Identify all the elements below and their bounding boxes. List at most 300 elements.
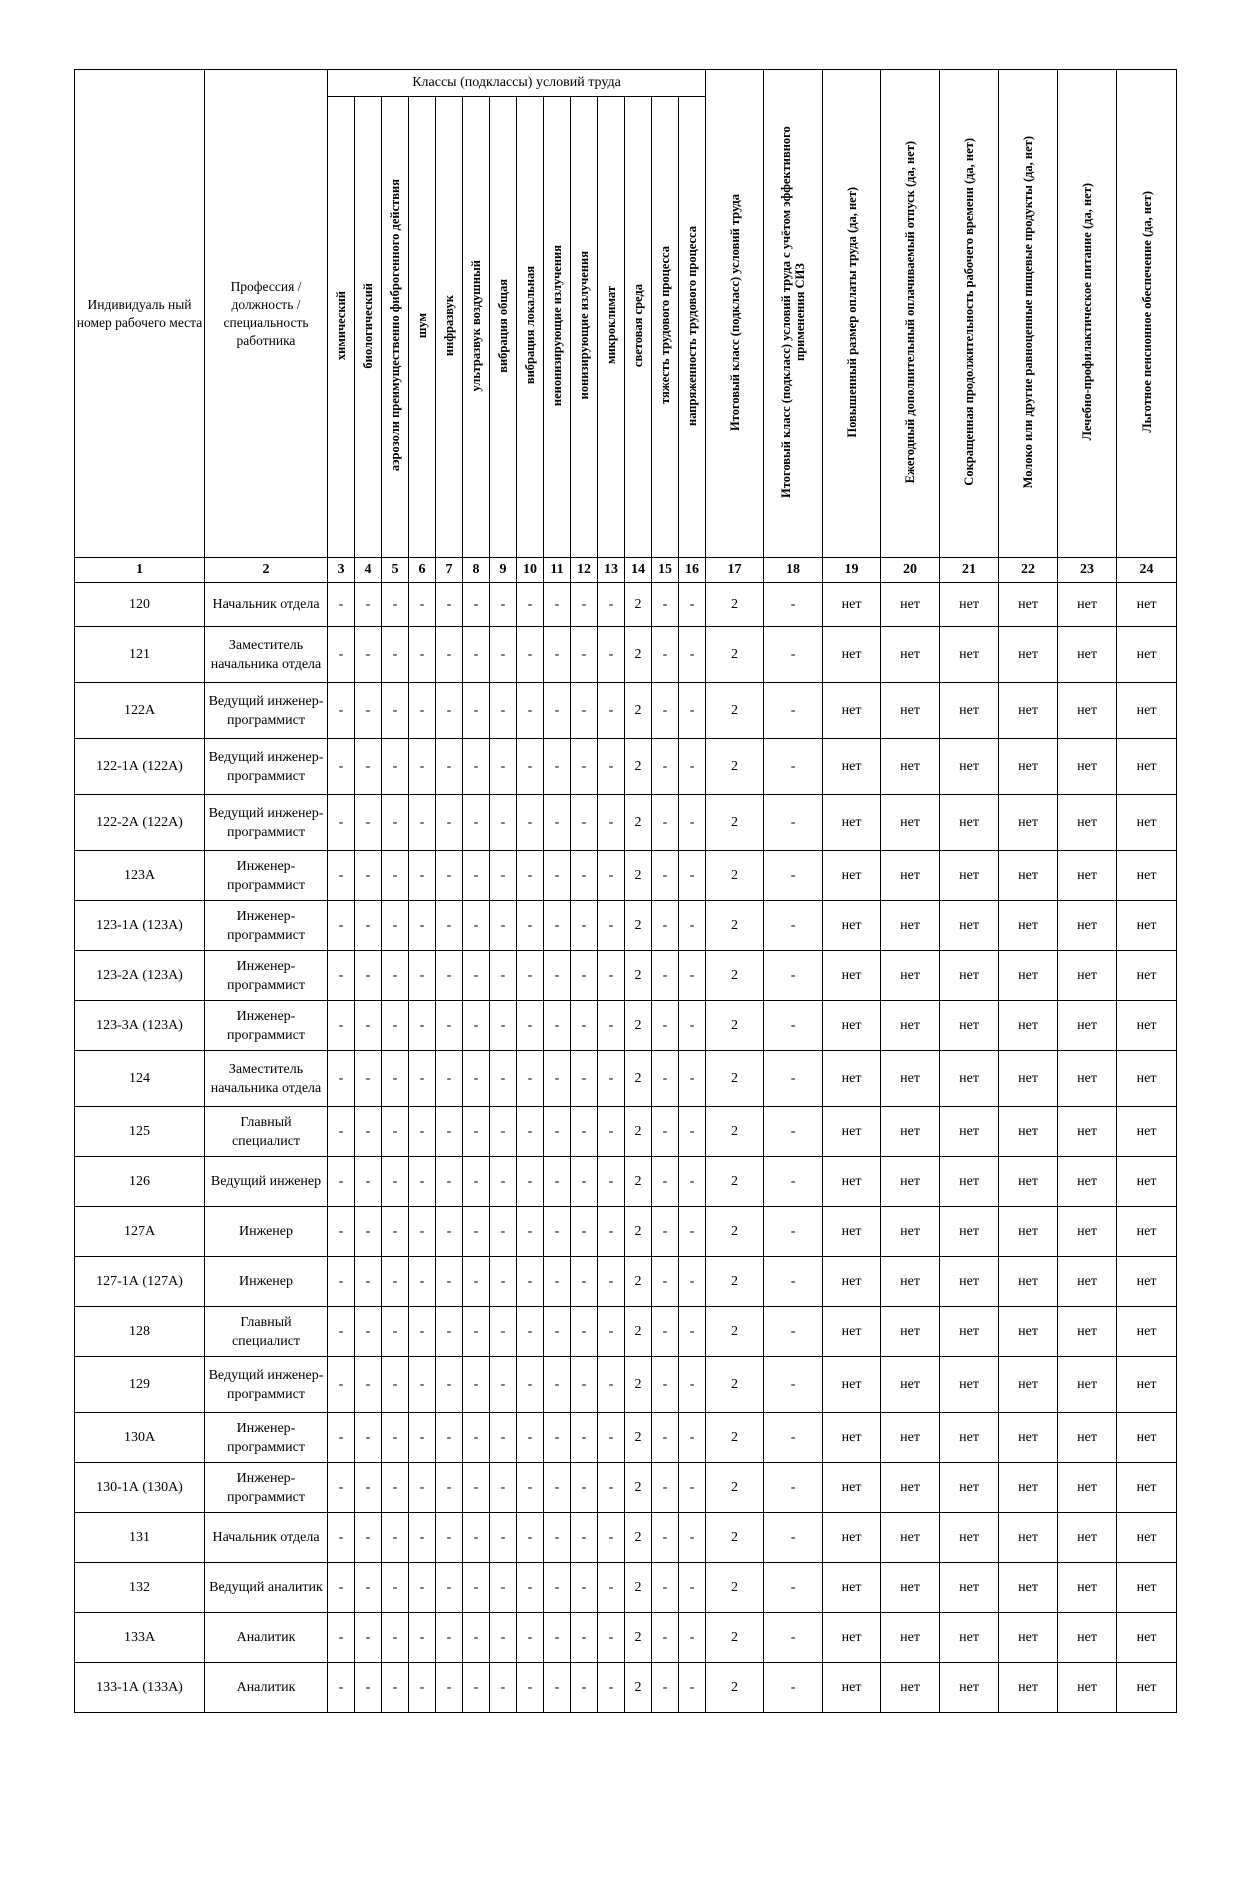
factor-class-cell: - [517,1613,544,1663]
factor-class-cell: - [517,1207,544,1257]
factor-class-cell: 2 [625,1257,652,1307]
factor-class-cell: - [490,683,517,739]
factor-class-cell: - [382,1413,409,1463]
factor-class-cell: - [598,1563,625,1613]
profession-cell: Заместитель начальника отдела [205,627,328,683]
reduced-hours-cell: нет [940,795,999,851]
increased-pay-cell: нет [823,1051,881,1107]
pension-cell: нет [1117,1207,1177,1257]
milk-cell: нет [999,739,1058,795]
factor-class-cell: 2 [625,627,652,683]
factor-class-cell: 2 [625,1107,652,1157]
factor-class-cell: - [544,795,571,851]
table-row [75,1157,1177,1207]
factor-class-cell: - [382,901,409,951]
final-class-siz-cell: - [764,1207,823,1257]
therapeutic-food-cell: нет [1058,1357,1117,1413]
column-number: 5 [382,558,409,583]
table-row [75,627,1177,683]
increased-pay-cell: нет [823,1563,881,1613]
additional-leave-cell: нет [881,1563,940,1613]
factor-class-cell: - [328,1357,355,1413]
column-number: 12 [571,558,598,583]
workplace-number-cell: 133-1А (133А) [75,1663,205,1713]
factor-class-cell: - [652,1307,679,1357]
therapeutic-food-cell: нет [1058,1463,1117,1513]
final-class-siz-cell: - [764,583,823,627]
pension-cell: нет [1117,583,1177,627]
factor-class-cell: - [679,739,706,795]
profession-cell: Инженер [205,1207,328,1257]
final-class-cell: 2 [706,583,764,627]
additional-leave-cell: нет [881,1307,940,1357]
final-class-cell: 2 [706,1207,764,1257]
factor-class-cell: - [355,1663,382,1713]
additional-leave-cell: нет [881,1357,940,1413]
final-class-cell: 2 [706,851,764,901]
therapeutic-food-cell: нет [1058,1663,1117,1713]
therapeutic-food-cell: нет [1058,627,1117,683]
factor-class-cell: - [382,1001,409,1051]
factor-class-cell: 2 [625,1307,652,1357]
profession-cell: Инженер-программист [205,901,328,951]
factor-class-cell: - [328,1207,355,1257]
factor-class-cell: - [409,1001,436,1051]
table-row [75,1413,1177,1463]
increased-pay-cell: нет [823,583,881,627]
header-factor: вибрация общая [490,97,517,558]
sout-table [74,69,1177,1713]
factor-class-cell: - [382,739,409,795]
factor-class-cell: - [382,795,409,851]
factor-class-cell: - [463,1107,490,1157]
therapeutic-food-cell: нет [1058,1413,1117,1463]
final-class-cell: 2 [706,1257,764,1307]
final-class-cell: 2 [706,951,764,1001]
additional-leave-cell: нет [881,1413,940,1463]
factor-class-cell: - [409,627,436,683]
factor-class-cell: - [355,1357,382,1413]
factor-class-cell: - [490,1357,517,1413]
workplace-number-cell: 129 [75,1357,205,1413]
final-class-cell: 2 [706,739,764,795]
header-factor: ионизирующие излучения [571,97,598,558]
factor-class-cell: - [679,851,706,901]
column-number: 11 [544,558,571,583]
factor-class-cell: - [571,1463,598,1513]
factor-class-cell: - [490,583,517,627]
final-class-cell: 2 [706,1513,764,1563]
factor-class-cell: - [463,1513,490,1563]
pension-cell: нет [1117,951,1177,1001]
column-number: 15 [652,558,679,583]
factor-class-cell: - [490,1613,517,1663]
table-row [75,1563,1177,1613]
factor-class-cell: - [598,1207,625,1257]
factor-class-cell: - [490,1463,517,1513]
factor-class-cell: 2 [625,1513,652,1563]
factor-class-cell: - [544,1107,571,1157]
column-number: 21 [940,558,999,583]
header-milk: Молоко или другие равноценные пищевые продукты (да, нет) [999,70,1058,558]
table-row [75,1357,1177,1413]
workplace-number-cell: 122А [75,683,205,739]
factor-class-cell: - [463,1207,490,1257]
factor-class-cell: - [598,1463,625,1513]
factor-class-cell: - [463,851,490,901]
factor-class-cell: - [409,1207,436,1257]
factor-class-cell: - [355,851,382,901]
header-factor: световая среда [625,97,652,558]
factor-class-cell: - [409,1463,436,1513]
table-row [75,901,1177,951]
factor-class-cell: - [598,1613,625,1663]
increased-pay-cell: нет [823,1613,881,1663]
factor-class-cell: - [409,1563,436,1613]
therapeutic-food-cell: нет [1058,1107,1117,1157]
factor-class-cell: - [544,1207,571,1257]
factor-class-cell: - [490,901,517,951]
factor-class-cell: - [382,1357,409,1413]
header-therapeutic-food: Лечебно-профилактическое питание (да, нет) [1058,70,1117,558]
workplace-number-cell: 131 [75,1513,205,1563]
factor-class-cell: 2 [625,1357,652,1413]
factor-class-cell: - [679,1413,706,1463]
increased-pay-cell: нет [823,1413,881,1463]
reduced-hours-cell: нет [940,901,999,951]
milk-cell: нет [999,1257,1058,1307]
factor-class-cell: 2 [625,1563,652,1613]
factor-class-cell: - [544,1413,571,1463]
header-final-class-siz: Итоговый класс (подкласс) условий труда с учётом эффективного применения СИЗ [764,70,823,558]
factor-class-cell: - [382,1663,409,1713]
factor-class-cell: - [598,627,625,683]
final-class-cell: 2 [706,1307,764,1357]
profession-cell: Ведущий инженер-программист [205,739,328,795]
factor-class-cell: - [679,795,706,851]
header-factor: шум [409,97,436,558]
pension-cell: нет [1117,1513,1177,1563]
factor-class-cell: - [409,1157,436,1207]
reduced-hours-cell: нет [940,1463,999,1513]
header-factor: аэрозоли преимущественно фиброгенного действия [382,97,409,558]
profession-cell: Инженер-программист [205,1001,328,1051]
factor-class-cell: - [571,795,598,851]
factor-class-cell: - [571,1107,598,1157]
additional-leave-cell: нет [881,851,940,901]
factor-class-cell: - [328,851,355,901]
therapeutic-food-cell: нет [1058,1613,1117,1663]
factor-class-cell: - [382,627,409,683]
factor-class-cell: - [328,1307,355,1357]
final-class-siz-cell: - [764,851,823,901]
table-row [75,1207,1177,1257]
factor-class-cell: - [328,1051,355,1107]
pension-cell: нет [1117,1563,1177,1613]
factor-class-cell: - [382,1207,409,1257]
factor-class-cell: 2 [625,1663,652,1713]
reduced-hours-cell: нет [940,1613,999,1663]
factor-class-cell: - [490,627,517,683]
factor-class-cell: - [355,1051,382,1107]
factor-class-cell: - [544,1563,571,1613]
factor-class-cell: 2 [625,1157,652,1207]
pension-cell: нет [1117,1001,1177,1051]
workplace-number-cell: 120 [75,583,205,627]
factor-class-cell: - [544,951,571,1001]
factor-class-cell: - [409,1613,436,1663]
factor-class-cell: - [571,1157,598,1207]
increased-pay-cell: нет [823,683,881,739]
additional-leave-cell: нет [881,1001,940,1051]
factor-class-cell: - [679,1663,706,1713]
additional-leave-cell: нет [881,1663,940,1713]
column-number: 4 [355,558,382,583]
profession-cell: Инженер-программист [205,851,328,901]
profession-cell: Инженер [205,1257,328,1307]
factor-class-cell: - [679,583,706,627]
profession-cell: Инженер-программист [205,951,328,1001]
reduced-hours-cell: нет [940,1001,999,1051]
milk-cell: нет [999,1357,1058,1413]
therapeutic-food-cell: нет [1058,739,1117,795]
additional-leave-cell: нет [881,1051,940,1107]
factor-class-cell: - [463,583,490,627]
additional-leave-cell: нет [881,795,940,851]
factor-class-cell: - [355,1307,382,1357]
factor-class-cell: - [517,1051,544,1107]
factor-class-cell: - [463,627,490,683]
factor-class-cell: - [382,1513,409,1563]
table-row [75,1001,1177,1051]
milk-cell: нет [999,1051,1058,1107]
factor-class-cell: - [571,1563,598,1613]
milk-cell: нет [999,1463,1058,1513]
factor-class-cell: - [463,1257,490,1307]
reduced-hours-cell: нет [940,1157,999,1207]
factor-class-cell: - [517,1001,544,1051]
additional-leave-cell: нет [881,1157,940,1207]
final-class-siz-cell: - [764,901,823,951]
factor-class-cell: - [679,1207,706,1257]
factor-class-cell: - [652,1413,679,1463]
factor-class-cell: - [652,1157,679,1207]
factor-class-cell: - [544,1463,571,1513]
factor-class-cell: - [382,1257,409,1307]
factor-class-cell: - [652,1051,679,1107]
factor-class-cell: - [490,739,517,795]
factor-class-cell: - [517,1357,544,1413]
factor-class-cell: - [409,951,436,1001]
factor-class-cell: - [679,1257,706,1307]
factor-class-cell: - [490,795,517,851]
factor-class-cell: - [463,1613,490,1663]
final-class-siz-cell: - [764,1357,823,1413]
factor-class-cell: - [436,1413,463,1463]
factor-class-cell: - [490,951,517,1001]
factor-class-cell: - [355,1613,382,1663]
column-number: 3 [328,558,355,583]
workplace-number-cell: 122-2А (122А) [75,795,205,851]
factor-class-cell: - [679,1001,706,1051]
factor-class-cell: - [463,1413,490,1463]
factor-class-cell: - [328,1107,355,1157]
final-class-siz-cell: - [764,951,823,1001]
header-factor: неионизирующие излучения [544,97,571,558]
final-class-siz-cell: - [764,1051,823,1107]
additional-leave-cell: нет [881,1613,940,1663]
factor-class-cell: - [463,1663,490,1713]
factor-class-cell: - [517,583,544,627]
factor-class-cell: - [571,901,598,951]
workplace-number-cell: 123-1А (123А) [75,901,205,951]
final-class-siz-cell: - [764,1257,823,1307]
column-number: 14 [625,558,652,583]
pension-cell: нет [1117,1157,1177,1207]
workplace-number-cell: 127-1А (127А) [75,1257,205,1307]
factor-class-cell: - [436,1463,463,1513]
factor-class-cell: - [571,1207,598,1257]
factor-class-cell: - [328,1513,355,1563]
factor-class-cell: - [517,1563,544,1613]
reduced-hours-cell: нет [940,1663,999,1713]
final-class-siz-cell: - [764,1157,823,1207]
header-factor: инфразвук [436,97,463,558]
header-factor: тяжесть трудового процесса [652,97,679,558]
additional-leave-cell: нет [881,1257,940,1307]
profession-cell: Ведущий инженер-программист [205,1357,328,1413]
workplace-number-cell: 126 [75,1157,205,1207]
factor-class-cell: 2 [625,1413,652,1463]
factor-class-cell: - [409,901,436,951]
factor-class-cell: - [652,627,679,683]
factor-class-cell: - [328,1613,355,1663]
final-class-siz-cell: - [764,627,823,683]
factor-class-cell: - [436,1051,463,1107]
factor-class-cell: - [436,1207,463,1257]
column-number: 6 [409,558,436,583]
factor-class-cell: - [571,683,598,739]
factor-class-cell: - [544,739,571,795]
factor-class-cell: - [490,1307,517,1357]
factor-class-cell: - [328,1463,355,1513]
increased-pay-cell: нет [823,1001,881,1051]
factor-class-cell: - [328,627,355,683]
factor-class-cell: - [382,1307,409,1357]
header-factor: вибрация локальная [517,97,544,558]
factor-class-cell: - [652,1357,679,1413]
factor-class-cell: - [598,901,625,951]
table-row [75,1513,1177,1563]
pension-cell: нет [1117,1613,1177,1663]
pension-cell: нет [1117,901,1177,951]
reduced-hours-cell: нет [940,951,999,1001]
table-row [75,739,1177,795]
factor-class-cell: - [355,739,382,795]
final-class-cell: 2 [706,683,764,739]
additional-leave-cell: нет [881,583,940,627]
factor-class-cell: - [652,739,679,795]
increased-pay-cell: нет [823,1357,881,1413]
factor-class-cell: - [571,1001,598,1051]
factor-class-cell: - [517,1257,544,1307]
profession-cell: Начальник отдела [205,583,328,627]
factor-class-cell: - [328,1663,355,1713]
factor-class-cell: - [328,1563,355,1613]
factor-class-cell: - [463,901,490,951]
factor-class-cell: - [544,583,571,627]
factor-class-cell: - [571,1051,598,1107]
reduced-hours-cell: нет [940,851,999,901]
column-number: 16 [679,558,706,583]
therapeutic-food-cell: нет [1058,583,1117,627]
factor-class-cell: - [571,627,598,683]
reduced-hours-cell: нет [940,1257,999,1307]
factor-class-cell: - [382,951,409,1001]
header-factor: микроклимат [598,97,625,558]
table-row [75,1107,1177,1157]
reduced-hours-cell: нет [940,739,999,795]
factor-class-cell: - [463,1563,490,1613]
pension-cell: нет [1117,1663,1177,1713]
final-class-siz-cell: - [764,1307,823,1357]
table-row [75,683,1177,739]
final-class-siz-cell: - [764,1563,823,1613]
factor-class-cell: - [517,683,544,739]
factor-class-cell: - [355,795,382,851]
final-class-siz-cell: - [764,795,823,851]
profession-cell: Ведущий инженер [205,1157,328,1207]
final-class-siz-cell: - [764,1413,823,1463]
factor-class-cell: - [355,901,382,951]
factor-class-cell: - [436,683,463,739]
reduced-hours-cell: нет [940,1513,999,1563]
factor-class-cell: - [382,1051,409,1107]
factor-class-cell: - [652,1563,679,1613]
increased-pay-cell: нет [823,1257,881,1307]
factor-class-cell: - [598,1513,625,1563]
factor-class-cell: 2 [625,795,652,851]
factor-class-cell: - [571,1663,598,1713]
reduced-hours-cell: нет [940,583,999,627]
pension-cell: нет [1117,795,1177,851]
factor-class-cell: - [355,627,382,683]
factor-class-cell: - [544,901,571,951]
additional-leave-cell: нет [881,1513,940,1563]
factor-class-cell: - [490,1157,517,1207]
milk-cell: нет [999,1157,1058,1207]
factor-class-cell: - [463,1307,490,1357]
factor-class-cell: - [355,1207,382,1257]
factor-class-cell: - [328,683,355,739]
profession-cell: Ведущий инженер-программист [205,683,328,739]
table-row [75,583,1177,627]
factor-class-cell: - [679,627,706,683]
pension-cell: нет [1117,1463,1177,1513]
factor-class-cell: - [463,1051,490,1107]
header-conditions-group: Классы (подклассы) условий труда [328,70,706,97]
column-number: 1 [75,558,205,583]
factor-class-cell: - [463,1463,490,1513]
milk-cell: нет [999,1663,1058,1713]
factor-class-cell: - [355,1563,382,1613]
increased-pay-cell: нет [823,1663,881,1713]
factor-class-cell: - [544,851,571,901]
factor-class-cell: - [409,851,436,901]
pension-cell: нет [1117,1107,1177,1157]
factor-class-cell: - [652,1001,679,1051]
final-class-siz-cell: - [764,1513,823,1563]
